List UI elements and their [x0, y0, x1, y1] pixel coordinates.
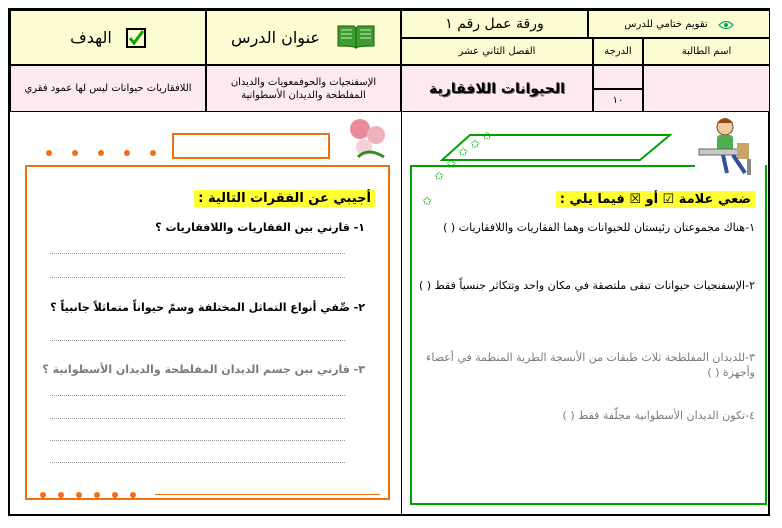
left-orange-frame	[25, 165, 390, 500]
star-icon: ✩	[422, 194, 433, 208]
student-name-cell	[643, 38, 770, 65]
grade-label: الدرجة	[604, 46, 632, 57]
dot-decoration	[130, 492, 136, 498]
answer-blank[interactable]: ( )	[443, 221, 456, 234]
star-icon: ✩	[434, 169, 445, 183]
tf-item-text: ٣-للديدان المفلطحة ثلاث طبقات من الأنسجة الطرية المنظمة في أعضاء وأجهزة	[426, 351, 755, 379]
dot-decoration	[40, 492, 46, 498]
tf-item-3	[412, 350, 755, 380]
panel-divider	[401, 112, 402, 516]
book-icon	[336, 22, 376, 54]
tf-item-2	[412, 278, 755, 293]
tf-item-text: ١-هناك مجموعتان رئيستان للحيوانات وهما الفقاريات واللافقاريات	[458, 221, 755, 234]
grade-value-cell	[593, 89, 643, 112]
star-icon: ✩	[446, 157, 457, 171]
tf-item-4	[412, 408, 755, 423]
bottom-rule	[155, 494, 380, 500]
star-icon: ✩	[470, 137, 481, 151]
lesson-title-cell	[206, 10, 401, 65]
dot-decoration	[58, 492, 64, 498]
grade-header-cell	[593, 38, 643, 65]
answer-line[interactable]	[50, 462, 345, 463]
grade-value: ١٠	[612, 95, 624, 106]
semester-cell	[401, 38, 593, 65]
right-green-frame	[410, 165, 767, 505]
answer-blank[interactable]: ( )	[419, 279, 432, 292]
self-eval-cell	[588, 10, 770, 38]
tf-item-text: ٤-تكون الديدان الأسطوانية مجلّفة فقط	[578, 409, 755, 422]
checkbox-icon	[126, 28, 146, 48]
student-name-field[interactable]	[643, 65, 770, 112]
answer-blank[interactable]: ( )	[707, 366, 720, 379]
self-eval-label: تقويم ختامي للدرس	[624, 18, 708, 30]
essay-question-1: ١- قارني بين الفقاريات واللافقاريات ؟	[155, 221, 365, 234]
essay-question-3: ٣- قارني بين جسم الديدان المفلطحة والديدان الأسطوانية ؟	[42, 363, 365, 376]
essay-question-2: ٢- صِّفي أنواع التماثل المختلفة وسمّ حيواناً متماثلاً جانبياً ؟	[50, 301, 365, 314]
semester-label: الفصل الثاني عشر	[458, 46, 536, 57]
dot-decoration	[150, 150, 156, 156]
answer-line[interactable]	[50, 440, 345, 441]
dot-decoration	[98, 150, 104, 156]
orange-title-box	[172, 133, 330, 159]
right-instruction: ضعي علامة ☑ أو ☒ فيما يلي :	[556, 191, 755, 208]
goal-header-cell	[10, 10, 206, 65]
lesson-topic-cell	[401, 65, 593, 112]
dot-decoration	[112, 492, 118, 498]
left-instruction: أجيبي عن الفقرات التالية :	[194, 190, 375, 207]
goal-text: اللافقاريات حيوانات ليس لها عمود فقري	[24, 83, 192, 94]
worksheet-title-cell	[401, 10, 588, 38]
answer-line[interactable]	[50, 418, 345, 419]
answer-line[interactable]	[50, 340, 345, 341]
lesson-topic: الحيوانات اللافقارية	[429, 80, 565, 97]
tf-item-1	[412, 220, 755, 235]
star-icon: ✩	[458, 145, 469, 159]
tf-item-text: ٢-الإسفنجيات حيوانات تبقى ملتصقة في مكان واحد وتتكاثر جنسياً فقط	[434, 279, 755, 292]
right-instruction-row	[425, 188, 755, 207]
eye-icon	[718, 15, 734, 34]
answer-blank[interactable]: ( )	[562, 409, 575, 422]
dot-decoration	[76, 492, 82, 498]
lesson-content-cell	[206, 65, 401, 112]
teacher-clipart	[695, 113, 765, 178]
flower-clipart	[338, 113, 398, 165]
goal-text-cell	[10, 65, 206, 112]
left-instruction-row	[30, 187, 375, 206]
answer-line[interactable]	[50, 277, 345, 278]
answer-line[interactable]	[50, 395, 345, 396]
dot-decoration	[94, 492, 100, 498]
dot-decoration	[46, 150, 52, 156]
lesson-content: الإسفنجيات والحوفمعويات والديدان المفلطحة والديدان الأسطوانية	[230, 76, 377, 101]
dot-decoration	[124, 150, 130, 156]
lesson-title-label: عنوان الدرس	[231, 28, 320, 47]
answer-line[interactable]	[50, 253, 345, 254]
goal-label: الهدف	[70, 28, 112, 47]
dot-decoration	[72, 150, 78, 156]
star-icon: ✩	[482, 129, 493, 143]
student-name-label: اسم الطالبة	[681, 46, 732, 57]
worksheet-title: ورقة عمل رقم ١	[445, 16, 544, 32]
grade-blank-cell	[593, 65, 643, 89]
